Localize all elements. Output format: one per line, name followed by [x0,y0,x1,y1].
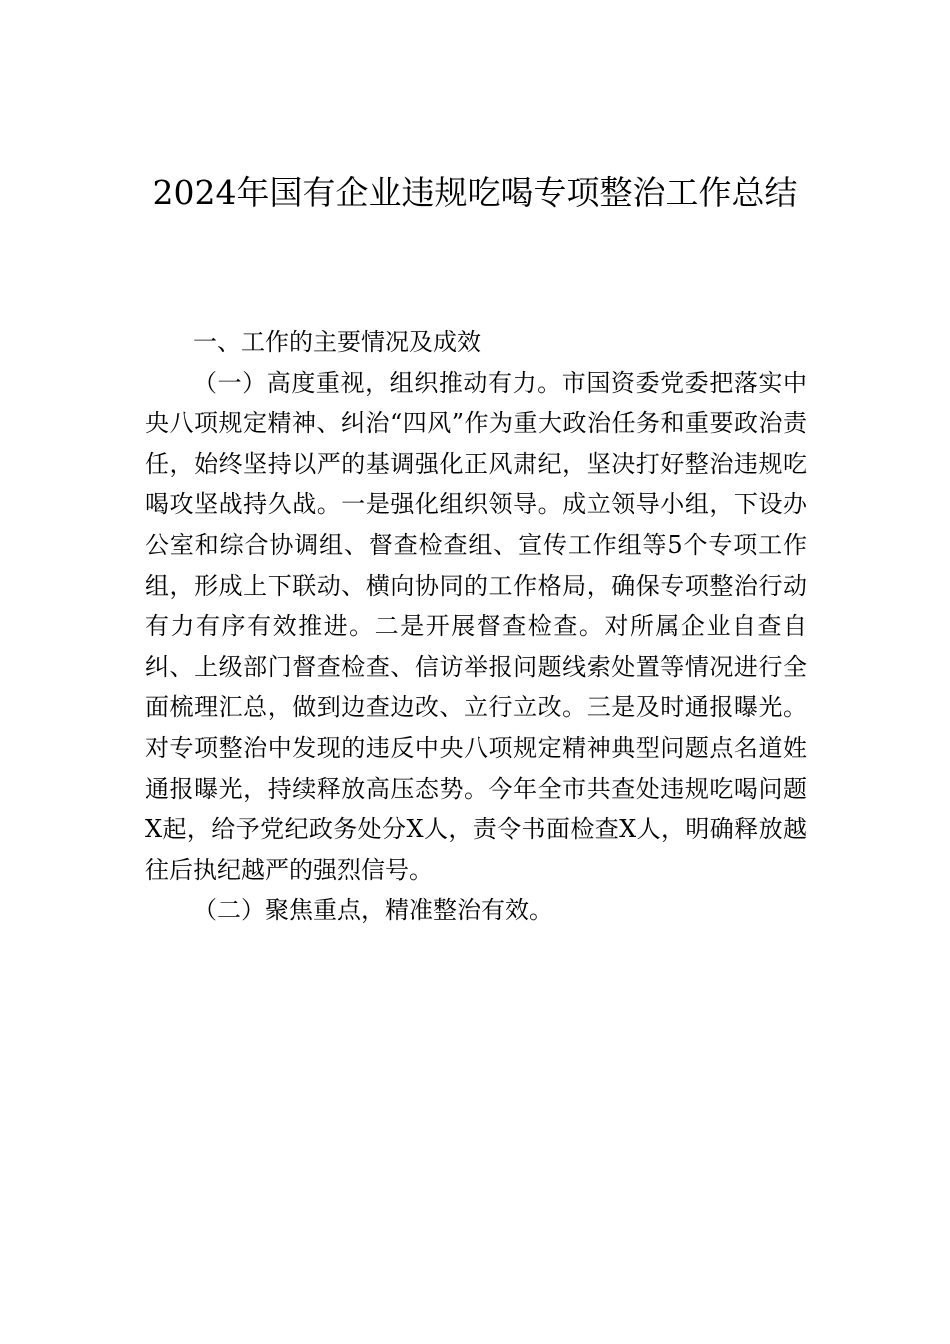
section-heading: 一、工作的主要情况及成效 [193,328,481,356]
body-paragraph: （一）高度重视，组织推动有力。市国资委党委把落实中央八项规定精神、纠治“四风”作为重大政治任务和重要政治责任，始终坚持以严的基调强化正风肃纪，坚决打好整治违规吃喝攻坚战持久战。一是强化组织领导。成立领导小组，下设办公室和综合协调组、督查检查组、宣传工作组等5个专项工作组，形成上下联动、横向协同的工作格局，确保专项整治行动有力有序有效推进。二是开展督查检查。对所属企业自查自纠、上级部门督查检查、信访举报问题线索处置等情况进行全面梳理汇总，做到边查边改、立行立改。三是及时通报曝光。对专项整治中发现的违反中央八项规定精神典型问题点名道姓通报曝光，持续释放高压态势。今年全市共查处违规吃喝问题X起，给予党纪政务处分X人，责令书面检查X人，明确释放越往后执纪越严的强烈信号。 [145,368,807,884]
subsection-heading: （二）聚焦重点，精准整治有效。 [193,896,553,925]
document-body [145,322,807,931]
document-title: 2024年国有企业违规吃喝专项整治工作总结 [152,173,798,212]
